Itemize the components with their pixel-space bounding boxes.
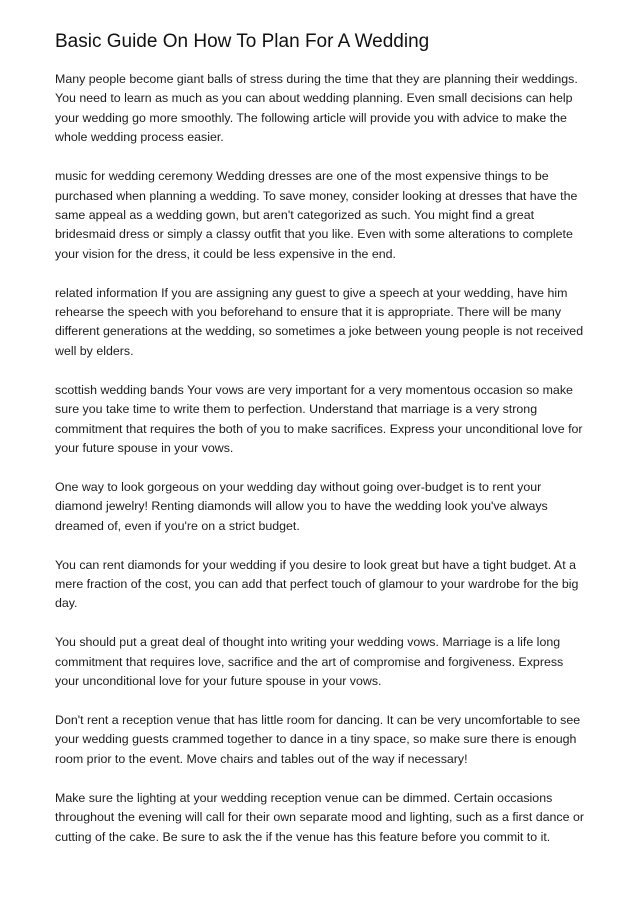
paragraph-lighting: Make sure the lighting at your wedding reception venue can be dimmed. Certain occasions throughout the evening will call for their own separate mood and lighting, such as a first dance or cutting of the cake. Be sure to ask the if the venue has this feature before you commit to it. [55, 790, 584, 844]
paragraph-vows-importance: scottish wedding bands Your vows are very important for a very momentous occasion so make sure you take time to write them to perfection. Understand that marriage is a very strong commitment that requires the both of you to make sacrifices. Express your unconditional love for your future spouse in your vows. [55, 382, 583, 455]
paragraph-speech: related information If you are assigning any guest to give a speech at your wedding, have him rehearse the speech with you beforehand to ensure that it is appropriate. There will be many different generations at the wedding, so sometimes a joke between young people is not received well by elders. [55, 285, 584, 358]
document-title: Basic Guide On How To Plan For A Wedding [55, 31, 430, 52]
document-page [55, 30, 585, 867]
paragraph-rent-jewelry: One way to look gorgeous on your wedding day without going over-budget is to rent your diamond jewelry! Renting diamonds will allow you to have the wedding look you've always dreamed of, even if you're on a strict budget. [55, 479, 548, 533]
paragraph-dance-venue: Don't rent a reception venue that has little room for dancing. It can be very uncomfortable to see your wedding guests crammed together to dance in a tiny space, so make sure there is enough room prior to the event. Move chairs and tables out of the way if necessary! [55, 713, 581, 766]
paragraph-rent-diamonds: You can rent diamonds for your wedding if you desire to look great but have a tight budget. At a mere fraction of the cost, you can add that perfect touch of glamour to your wardrobe for the big day. [55, 557, 579, 611]
paragraph-wedding-dresses: music for wedding ceremony Wedding dresses are one of the most expensive things to be purchased when planning a wedding. To save money, consider looking at dresses that have the same appeal as a wedding gown, but aren't categorized as such. You might find a great bridesmaid dress or simply a classy outfit that you like. Even with some alterations to complete your vision for the dress, it could be less expensive in the end. [55, 169, 578, 261]
paragraph-intro: Many people become giant balls of stress during the time that they are planning their weddings. You need to learn as much as you can about wedding planning. Even small decisions can help your wedding go more smoothly. The following article will provide you with advice to make the whole wedding process easier. [55, 72, 578, 145]
paragraph-writing-vows: You should put a great deal of thought into writing your wedding vows. Marriage is a life long commitment that requires love, sacrifice and the art of compromise and forgiveness. Express your unconditional love for your future spouse in your vows. [55, 635, 564, 689]
